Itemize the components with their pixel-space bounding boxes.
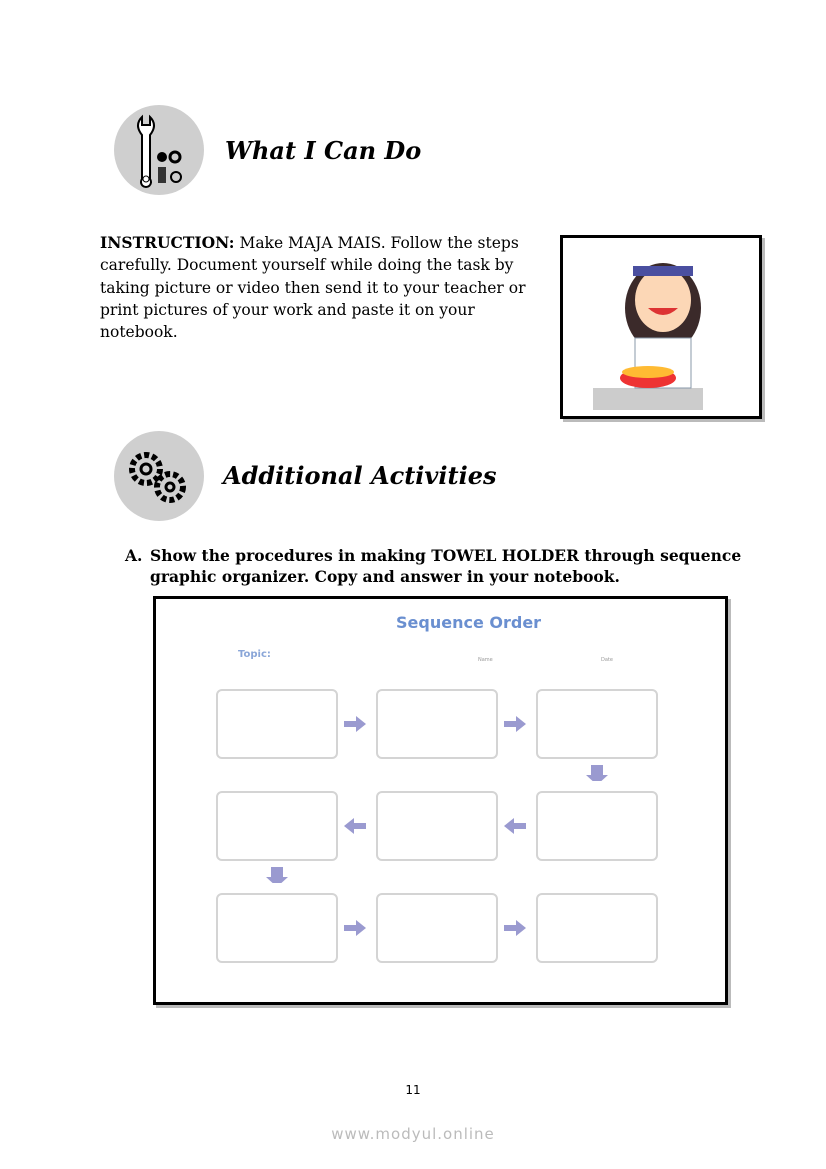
arrow-down-icon <box>586 765 608 781</box>
sequence-organizer <box>153 596 728 1005</box>
sequence-box[interactable] <box>216 791 338 861</box>
girl-cooking-illustration <box>560 235 762 419</box>
sequence-box[interactable] <box>536 791 658 861</box>
arrow-right-icon <box>344 716 366 732</box>
sequence-box[interactable] <box>216 689 338 759</box>
arrow-right-icon <box>504 920 526 936</box>
organizer-title: Sequence Order <box>396 613 542 632</box>
arrow-right-icon <box>344 920 366 936</box>
activity-text: Show the procedures in making TOWEL HOLDER through sequence graphic organizer. Copy and answer in your notebook. <box>150 546 742 586</box>
sequence-box[interactable] <box>536 689 658 759</box>
sequence-box[interactable] <box>376 791 498 861</box>
instruction-text <box>100 232 550 343</box>
sequence-box[interactable] <box>376 689 498 759</box>
page-number: 11 <box>405 1083 421 1097</box>
activity-marker: A. <box>125 546 143 565</box>
arrow-down-icon <box>266 867 288 883</box>
section-title-additional-activities: Additional Activities <box>223 461 497 490</box>
date-label: Date <box>601 657 613 663</box>
arrow-right-icon <box>504 716 526 732</box>
arrow-left-icon <box>504 818 526 834</box>
instruction-label: INSTRUCTION: <box>100 233 235 252</box>
sequence-box[interactable] <box>536 893 658 963</box>
topic-label: Topic: <box>238 649 271 660</box>
arrow-left-icon <box>344 818 366 834</box>
watermark: www.modyul.online <box>331 1125 495 1143</box>
instruction-body: Make MAJA MAIS. Follow the steps carefully. Document yourself while doing the task by taking picture or video then send it to your teacher or print pictures of your work and paste it on your notebook. <box>100 234 526 342</box>
activity-a <box>125 545 745 587</box>
sequence-box[interactable] <box>216 893 338 963</box>
wrench-tools-icon <box>114 105 204 195</box>
gears-icon <box>114 431 204 521</box>
name-label: Name <box>478 657 493 663</box>
section-title-what-i-can-do: What I Can Do <box>225 136 422 165</box>
sequence-box[interactable] <box>376 893 498 963</box>
